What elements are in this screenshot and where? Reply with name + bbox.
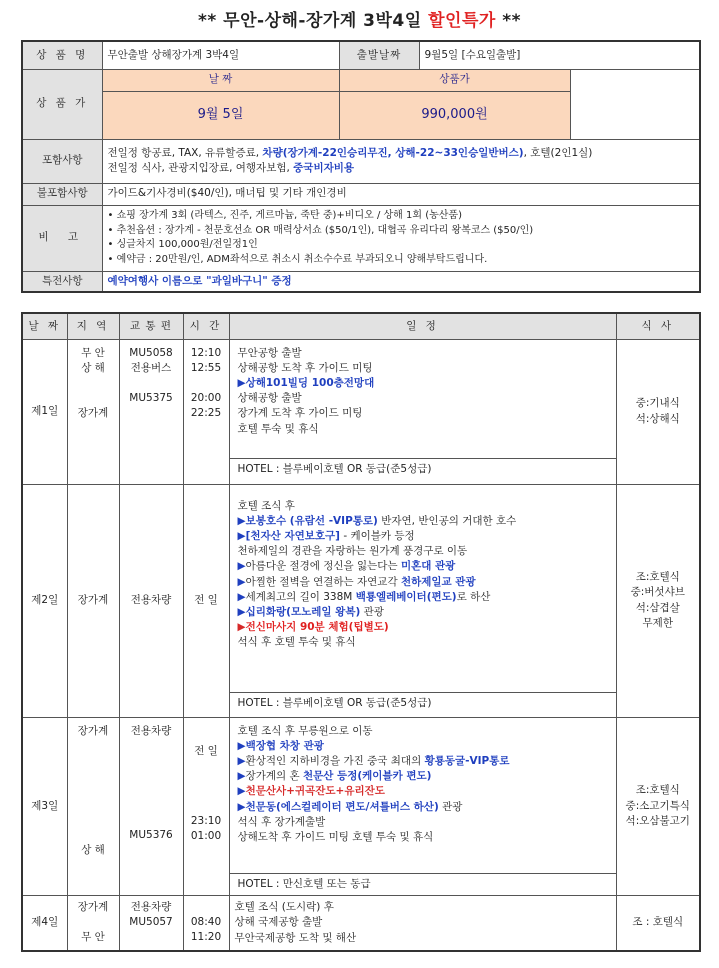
day4-time: 08:40 11:20: [183, 895, 229, 951]
day1-transport: MU5058 전용버스 MU5375: [119, 339, 183, 484]
page-title: ** 무안-상해-장가계 3박4일 할인특가 **: [197, 11, 521, 31]
excluded-value: 가이드&기사경비($40/인), 매너팁 및 기타 개인경비: [102, 183, 700, 205]
day3-transport: 전용차량 MU5376: [119, 717, 183, 895]
date-value: 9월 5일: [102, 91, 339, 139]
day-label: 제4일: [22, 895, 67, 951]
header-time: 시 간: [183, 313, 229, 339]
excluded-label: 불포함사항: [22, 183, 102, 205]
header-schedule: 일 정: [229, 313, 616, 339]
day4-schedule: 호텔 조식 (도시락) 후 상해 국제공항 출발 무안국제공항 도착 및 해산: [229, 895, 616, 951]
day2-row: [22, 484, 700, 717]
day2-transport: 전용차량: [119, 484, 183, 717]
day2-meals: 조:호텔식 중:버섯샤브 석:삼겹살 무제한: [616, 484, 700, 717]
departure-value: 9월5일 [수요일출발]: [419, 41, 700, 69]
day4-transport: 전용차량 MU5057: [119, 895, 183, 951]
day3-time: 전 일 23:10 01:00: [183, 717, 229, 895]
note-item: • 추천옵션 : 장가계 - 천문호선쇼 OR 매력상서쇼 ($50/1인), 대협곡 유리다리 왕복코스 ($50/인): [108, 224, 695, 239]
price-value: 990,000원: [339, 91, 570, 139]
header-meals: 식 사: [616, 313, 700, 339]
notes-value: [102, 205, 700, 271]
day-label: 제3일: [22, 717, 67, 895]
day3-hotel: HOTEL : 만신호텔 또는 동급: [230, 873, 616, 895]
day3-schedule: 호텔 조식 후 무릉원으로 이동 ▶ 백장협 차창 관광 ▶ 환상적인 지하비경을 가진 중국 최대의 황룡동굴-VIP통로 ▶ 장가계의 혼 천문산 등정(케이블카 편도) ▶ 천문산사+귀곡잔도+유리잔도 ▶ 천문동(에스컬레이터 편도/셔틀버스 하산) 관광 석식 후 장가계출발 상해도착 후 가이드 미팅 호텔 투숙 및 휴식 HOTEL : 만신호텔 또는 동급: [229, 717, 616, 895]
date-header: 날 짜: [102, 69, 339, 91]
day1-schedule: 무안공항 출발 상해공항 도착 후 가이드 미팅 ▶ 상해101빌딩 100층전망대 상해공항 출발 장가계 도착 후 가이드 미팅 호텔 투숙 및 휴식 HOTEL : 블루베이호텔 OR 동급(준5성급): [229, 339, 616, 484]
day2-time: 전 일: [183, 484, 229, 717]
notes-label: 비 고: [22, 205, 102, 271]
day3-meals: 조:호텔식 중:소고기특식 석:오삼불고기: [616, 717, 700, 895]
day1-meals: 중:기내식 석:상해식: [616, 339, 700, 484]
itinerary-table: [21, 312, 701, 952]
included-label: 포함사항: [22, 139, 102, 183]
header-transport: 교 통 편: [119, 313, 183, 339]
day3-row: [22, 717, 700, 895]
product-name-label: 상 품 명: [22, 41, 102, 69]
title-highlight: 할인특가: [428, 11, 496, 31]
day1-row: [22, 339, 700, 484]
day-label: 제1일: [22, 339, 67, 484]
price-header: 상품가: [339, 69, 570, 91]
day-label: 제2일: [22, 484, 67, 717]
blank-cell: [570, 69, 700, 139]
day4-region: 장가계 무 안: [67, 895, 119, 951]
departure-label: 출발날짜: [339, 41, 419, 69]
day1-time: 12:10 12:55 20:00 22:25: [183, 339, 229, 484]
header-region: 지 역: [67, 313, 119, 339]
day2-schedule: 호텔 조식 후 ▶ 보봉호수 (유람선 -VIP통로) 반자연, 반인공의 거대한 호수 ▶ [천자산 자연보호구] - 케이블카 등정 천하제일의 경관을 자랑하는 원가계 풍경구로 이동 ▶ 아름다운 절경에 정신을 잃는다는 미혼대 관광 ▶ 아찔한 절벽을 연결하는 자연교각 천하제일교 관광 ▶ 세계최고의 길이 338M 백룡엘레베이터(편도)로 하산 ▶ 십리화랑(모노레일 왕복) 관광 ▶ 전신마사지 90분 체험(팁별도) 석식 후 호텔 투숙 및 휴식 HOTEL : 블루베이호텔 OR 동급(준5성급): [229, 484, 616, 717]
special-label: 특전사항: [22, 271, 102, 292]
day3-region: 장가계 상 해: [67, 717, 119, 895]
note-item: • 쇼핑 장가계 3회 (라텍스, 진주, 게르마늄, 죽탄 중)+비디오 / 상해 1회 (농산품): [108, 209, 695, 224]
day2-region: 장가계: [67, 484, 119, 717]
product-info-table: [21, 40, 701, 293]
header-date: 날 짜: [22, 313, 67, 339]
day1-region: 무 안 상 해 장가계: [67, 339, 119, 484]
note-item: • 싱글차지 100,000원/전일정1인: [108, 238, 695, 253]
day4-meals: 조 : 호텔식: [616, 895, 700, 951]
day2-hotel: HOTEL : 블루베이호텔 OR 동급(준5성급): [230, 692, 616, 714]
day4-row: [22, 895, 700, 951]
included-value: 전일정 항공료, TAX, 유류할증료, 차량(장가계-22인승리무진, 상해-22~33인승일반버스), 호텔(2인1실) 전일정 식사, 관광지입장료, 여행자보험, 중국비자비용: [102, 139, 700, 183]
price-label: 상 품 가: [22, 69, 102, 139]
special-value: 예약여행사 이름으로 "과일바구니" 증정: [102, 271, 700, 292]
product-name-value: 무안출발 상해장가계 3박4일: [102, 41, 339, 69]
note-item: • 예약금 : 20만원/인, ADM좌석으로 취소시 취소수수료 부과되오니 양해부탁드립니다.: [108, 253, 695, 268]
day1-hotel: HOTEL : 블루베이호텔 OR 동급(준5성급): [230, 458, 616, 480]
